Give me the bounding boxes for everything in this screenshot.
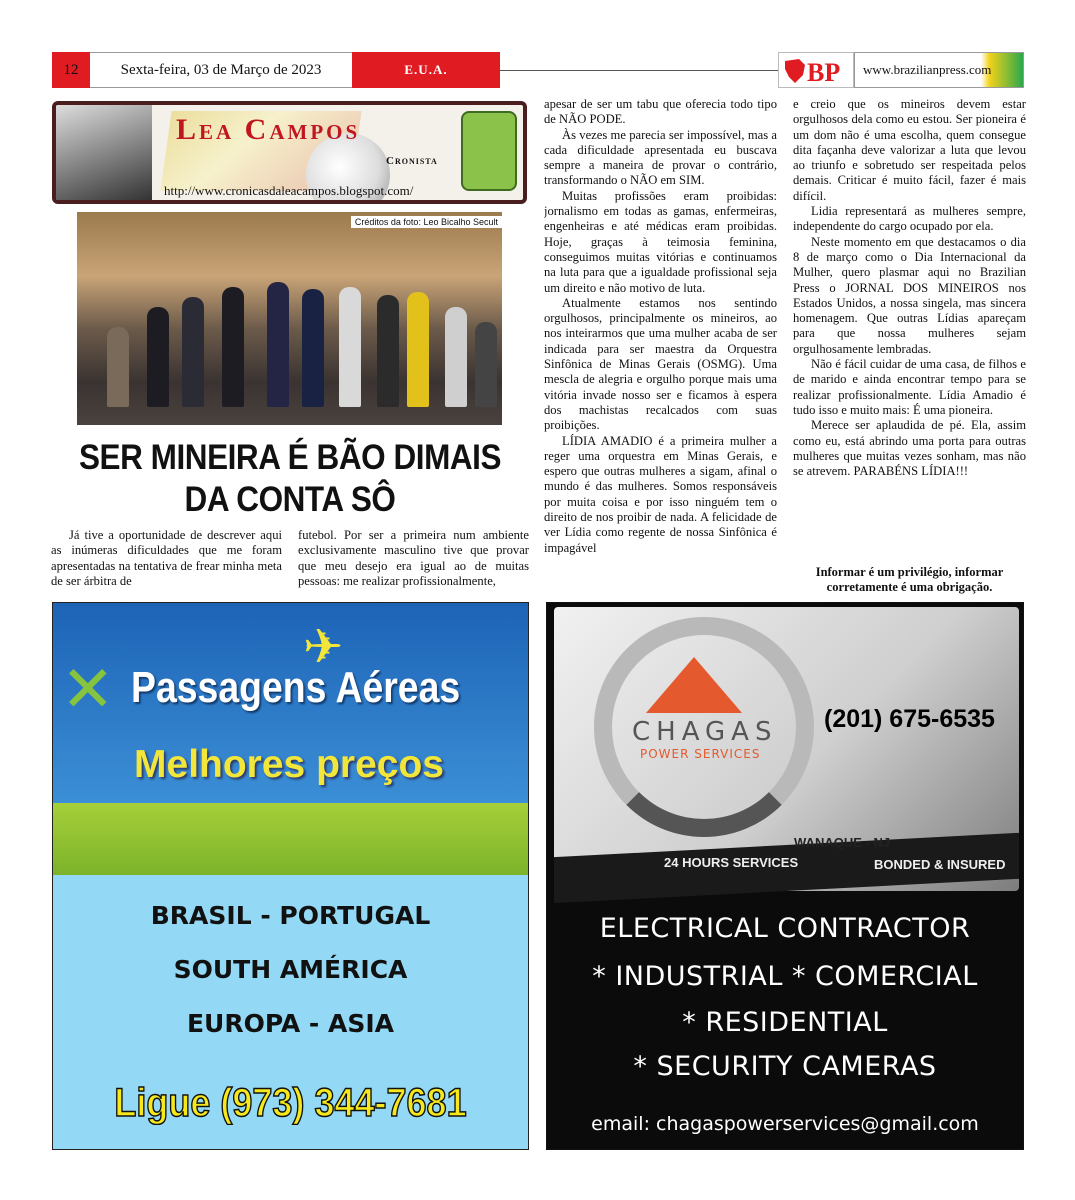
photo-credit: Créditos da foto: Leo Bicalho Secult [351,216,502,228]
travel-ad-phone: Ligue (973) 344-7681 [114,1081,467,1125]
service-line: * SECURITY CAMERAS [633,1051,937,1082]
travel-ad[interactable] [52,602,529,1150]
article-headline: SER MINEIRA É BÃO DIMAIS DA CONTA SÔ [78,438,502,519]
page-number: 12 [52,52,90,88]
x-mark-icon: ✕ [61,653,115,727]
destination-line: EUROPA - ASIA [186,1009,395,1038]
paragraph: apesar de ser um tabu que oferecia todo tipo de NÃO PODE. [544,97,777,127]
paragraph: Às vezes me parecia ser impossível, mas a cada dificuldade apresentada eu buscava sempre a maneira de provar o contrário, transformando o NÃO em SIM. [544,127,777,188]
company-location: WANAQUE - NJ [794,835,891,850]
paragraph: Neste momento em que destacamos o dia 8 de março como o Dia Internacional da Mulher, quero plasmar aqui no Brazilian Press o JORNAL DOS MINEIROS nos Estados Unidos, a nossa singela, mas sincera homenagem. Que outras Lídias apareçam para que nossa mulheres sejam orgulhosamente lembradas. [793,234,1026,356]
paragraph: LÍDIA AMADIO é a primeira mulher a reger uma orquestra em Minas Gerais, e espero que outras mulheres a sigam, afinal o mundo é das mulheres. Somos responsáveis por muita coisa e por isso ninguém tem o direito de nos proibir de nada. A felicidade de ver Lídia como regente de nossa Sinfônica é impagável [544,433,777,555]
business-card [554,607,1019,891]
paragraph: Muitas profissões eram proibidas: jornalismo em todas as gamas, enfermeiras, engenheiras e até médicas eram proibidas. Hoje, graças à teimosia feminina, conseguimos muitas vitórias e continuamos na luta para que a igualdade profissional seja um direito e não motivo de luta. [544,188,777,295]
header-rule [500,70,780,71]
destination-line: BRASIL - PORTUGAL [150,901,431,930]
service-line: * INDUSTRIAL * COMERCIAL [592,961,978,992]
company-phone: (201) 675-6535 [824,705,995,733]
paragraph: Não é fácil cuidar de uma casa, de filhos e de marido e ainda encontrar tempo para se realizar profissionalmente. Lídia Amadio é tudo isso e muito mais: É uma pioneira. [793,357,1026,417]
site-url[interactable]: www.brazilianpress.com [854,52,1024,88]
brazilian-press-logo [778,52,854,88]
columnist-role: Cronista [386,155,438,167]
paragraph: futebol. Por ser a primeira num ambiente exclusivamente masculino tive que provar que meu desejo era igual ao de muitas pessoas: me realizar profissionalmente, [298,528,529,588]
columnist-banner [52,101,527,204]
company-name: CHAGAS [632,717,778,747]
paragraph: Merece ser aplaudida de pé. Ela, assim como eu, está abrindo uma porta para outras mulheres que muitas vezes sonham, mas não se atrevem. PARABÉNS LÍDIA!!! [793,418,1026,479]
logo-letters: BP [807,58,841,87]
paragraph: e creio que os mineiros devem estar orgulhosos dela como eu estou. Ser pioneira é um dom não é uma escolha, quem consegue dita façanha deve valorizar a luta que levou ao triunfo e sobretudo ser respeitada pelos demais. Criticar é muito fácil, fazer é mais difícil. [793,97,1026,203]
electrical-contractor-ad[interactable] [546,602,1024,1150]
paragraph: Já tive a oportunidade de descrever aqui as inúmeras dificuldades que me foram apresentadas na tentativa de frear minha meta de ser árbitra de [51,528,282,588]
company-email[interactable]: email: chagaspowerservices@gmail.com [591,1113,979,1135]
article-column-4 [793,97,1026,547]
columnist-photo [56,105,152,200]
columnist-blog-url[interactable]: http://www.cronicasdaleacampos.blogspot.com/ [164,183,414,198]
section-label: E.U.A. [352,52,500,88]
destination-line: SOUTH AMÉRICA [173,955,408,984]
map-logo-icon [779,53,855,89]
service-hours: 24 HOURS SERVICES [664,855,799,870]
article-column-2 [298,528,529,597]
article-column-1 [51,528,282,597]
green-band [53,803,528,875]
travel-ad-subtitle: Melhores preços [134,743,444,786]
orchestra-group-photo [77,212,502,425]
article-column-3 [544,97,777,595]
service-line: ELECTRICAL CONTRACTOR [599,913,971,944]
columnist-name: Lea Campos [176,113,361,146]
paragraph: Lidia representará as mulheres sempre, independente do cargo ocupado por ela. [793,204,1026,234]
paragraph: Atualmente estamos nos sentindo orgulhosos, principalmente os mineiros, ao nos inteirarmos que uma mulher acaba de ser indicada para ser maestra da Orquestra Sinfônica de Minas Gerais (OSMG). Uma mescla de alegria e orgulho porque mais uma vitória invade nosso ser e ficamos à espera dos machistas recalcados com suas proibições. [544,295,777,433]
newspaper-motto: Informar é um privilégio, informar corretamente é uma obrigação. [815,565,1004,594]
service-line: * RESIDENTIAL [682,1007,888,1038]
travel-ad-title: Passagens Aéreas [131,663,461,712]
money-mascot-icon [461,111,517,191]
airplane-icon: ✈ [303,619,344,675]
bonded-insured: BONDED & INSURED [874,857,1006,872]
company-tagline: POWER SERVICES [640,747,761,761]
issue-date: Sexta-feira, 03 de Março de 2023 [90,52,352,88]
lightning-triangle-icon [646,657,742,713]
